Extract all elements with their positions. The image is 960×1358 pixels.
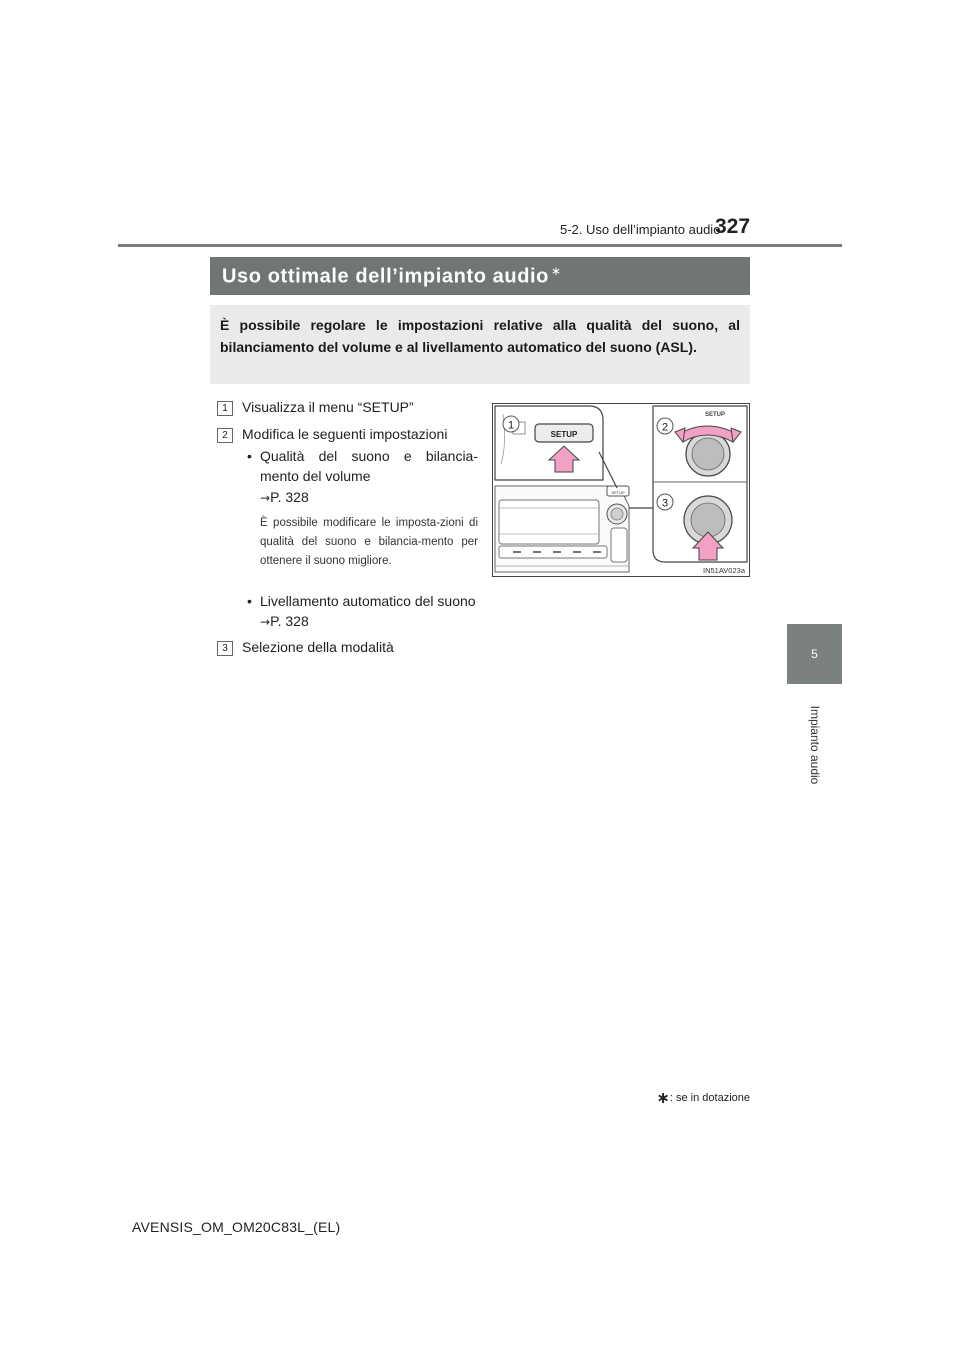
chapter-number: 5 bbox=[811, 647, 818, 661]
asterisk-icon: ∗ bbox=[551, 263, 562, 278]
top-setup-label: SETUP bbox=[704, 412, 726, 418]
page-title-text: Uso ottimale dell’impianto audio bbox=[222, 265, 550, 288]
bullet-icon: • bbox=[247, 448, 252, 464]
header-rule bbox=[118, 244, 842, 247]
chapter-title: Impianto audio bbox=[808, 705, 822, 785]
step-1-text: Visualizza il menu “SETUP” bbox=[242, 399, 414, 415]
item-2-ref-page: P. 328 bbox=[270, 613, 309, 629]
item-1-label-line1: Qualità del suono e bilancia- bbox=[260, 448, 478, 464]
item-2-ref bbox=[260, 613, 309, 629]
page-title-bar bbox=[210, 257, 750, 295]
display-panel bbox=[499, 500, 599, 544]
item-1-ref bbox=[260, 489, 309, 505]
illustration-code: IN51AV023a bbox=[703, 566, 745, 575]
svg-text:2: 2 bbox=[661, 421, 669, 434]
bullet-icon: • bbox=[247, 593, 252, 609]
illustration-svg bbox=[493, 404, 749, 576]
setup-button-label: SETUP bbox=[550, 430, 578, 439]
footnote-text: : se in dotazione bbox=[669, 1092, 750, 1104]
arrow-right-icon: → bbox=[260, 491, 271, 505]
item-1-ref-page: P. 328 bbox=[270, 489, 309, 505]
step-number-1: 1 bbox=[217, 401, 233, 416]
audio-setup-illustration bbox=[492, 403, 750, 577]
chapter-tab bbox=[787, 624, 842, 684]
item-1-label-line2: mento del volume bbox=[260, 468, 371, 484]
item-1-note: È possibile modificare le imposta-zioni di qualità del suono e bilancia-mento per ottenere il suono migliore. bbox=[260, 517, 478, 567]
chapter-title-vertical bbox=[760, 690, 870, 800]
arrow-right-icon: → bbox=[260, 615, 271, 629]
section-title: 5-2. Uso dell’impianto audio bbox=[560, 222, 721, 237]
item-2-label: Livellamento automatico del suono bbox=[260, 593, 476, 609]
step-3-text: Selezione della modalità bbox=[242, 639, 394, 655]
footnote bbox=[600, 1088, 750, 1108]
svg-text:3: 3 bbox=[661, 497, 669, 510]
page-number: 327 bbox=[715, 215, 751, 238]
step-number-2: 2 bbox=[217, 428, 233, 443]
svg-text:1: 1 bbox=[507, 419, 515, 432]
document-code: AVENSIS_OM_OM20C83L_(EL) bbox=[132, 1219, 341, 1235]
step-number-3: 3 bbox=[217, 641, 233, 656]
asterisk-icon: ∗ bbox=[656, 1090, 670, 1107]
svg-text:SETUP: SETUP bbox=[611, 490, 625, 495]
intro-box: È possibile regolare le impostazioni relative alla qualità del suono, al bilanciamento del volume e al livellamento automatico del suono (ASL). bbox=[210, 305, 750, 384]
page-title bbox=[222, 264, 562, 289]
step-2-text: Modifica le seguenti impostazioni bbox=[242, 426, 448, 442]
